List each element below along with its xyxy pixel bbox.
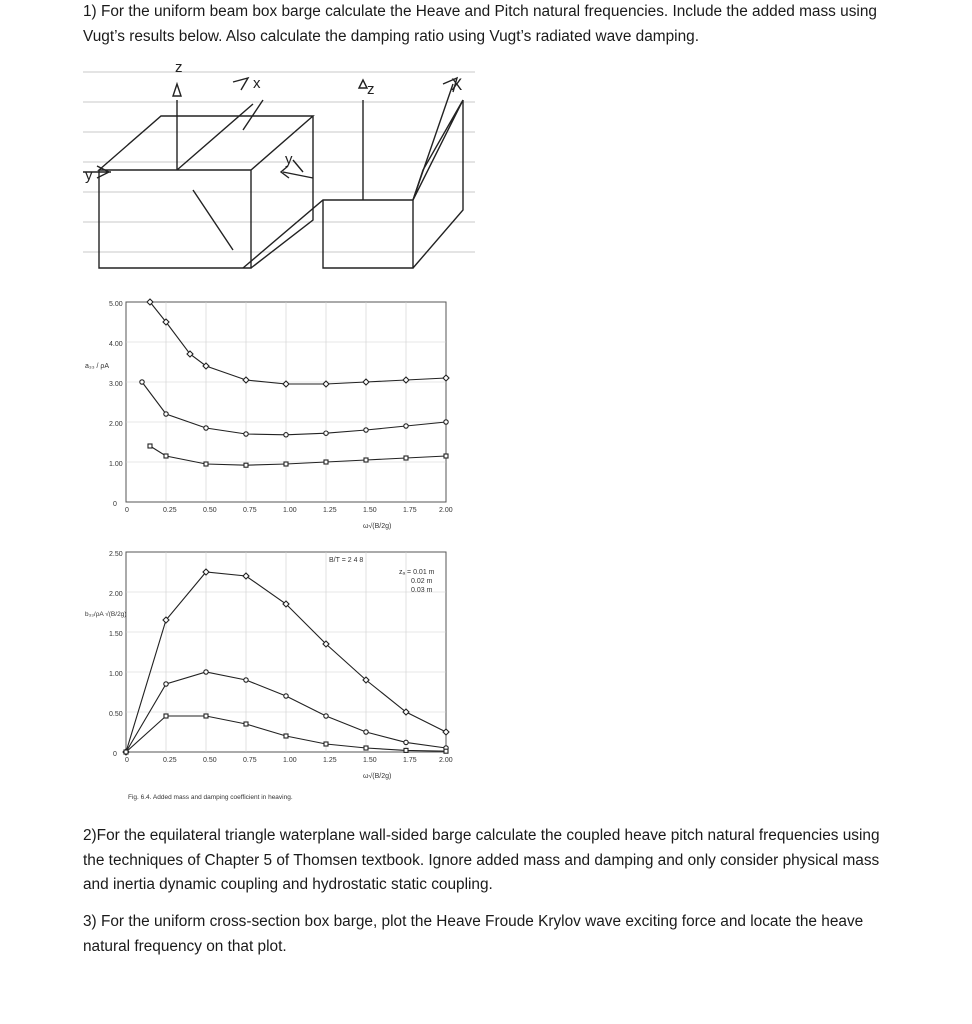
axis-label-z-left: z xyxy=(175,60,183,76)
data-point xyxy=(140,380,144,384)
data-point xyxy=(324,460,328,464)
data-point xyxy=(324,742,328,746)
series-line-b-t-4 xyxy=(142,382,446,435)
bottom-ytick-1: 0.50 xyxy=(109,711,123,718)
top-xtick-7: 1.75 xyxy=(403,507,417,514)
data-point xyxy=(284,433,288,437)
bottom-ylabel: b₃₃/ρA √(B/2g) xyxy=(85,611,127,618)
data-point xyxy=(124,750,128,754)
data-point xyxy=(164,682,168,686)
data-point xyxy=(148,444,152,448)
data-point xyxy=(364,428,368,432)
question-1: 1) For the uniform beam box barge calculate the Heave and Pitch natural frequencies. Include the added mass using Vugt’s results below. Also calculate the damping ratio using Vugt’s radiated wave damping. xyxy=(83,3,877,45)
bottom-xtick-3: 0.75 xyxy=(243,757,257,764)
top-xtick-3: 0.75 xyxy=(243,507,257,514)
data-point xyxy=(404,748,408,752)
top-xtick-1: 0.25 xyxy=(163,507,177,514)
data-point xyxy=(324,714,328,718)
data-point xyxy=(204,714,208,718)
data-point xyxy=(364,458,368,462)
data-point xyxy=(244,463,248,467)
data-point xyxy=(364,746,368,750)
figure-caption: Fig. 6.4. Added mass and damping coefficient in heaving. xyxy=(128,794,293,801)
top-ytick-0: 0 xyxy=(113,501,117,508)
bottom-xtick-8: 2.00 xyxy=(439,757,453,764)
top-xtick-4: 1.00 xyxy=(283,507,297,514)
bottom-ytick-2: 1.00 xyxy=(109,671,123,678)
data-point xyxy=(363,379,369,385)
top-ytick-3: 3.00 xyxy=(109,381,123,388)
top-ytick-1: 1.00 xyxy=(109,461,123,468)
bottom-xtick-5: 1.25 xyxy=(323,757,337,764)
data-point xyxy=(164,412,168,416)
data-point xyxy=(443,729,449,735)
top-xtick-5: 1.25 xyxy=(323,507,337,514)
data-point xyxy=(164,714,168,718)
bottom-xtick-6: 1.50 xyxy=(363,757,377,764)
data-point xyxy=(204,426,208,430)
data-point xyxy=(444,454,448,458)
data-point xyxy=(244,432,248,436)
top-ylabel: a₃₃ / ρA xyxy=(85,363,110,370)
data-point xyxy=(364,730,368,734)
bottom-ytick-0: 0 xyxy=(113,751,117,758)
data-point xyxy=(324,431,328,435)
data-point xyxy=(284,462,288,466)
data-point xyxy=(284,734,288,738)
legend-row-3: 0.03 m xyxy=(411,587,433,594)
data-point xyxy=(164,454,168,458)
data-point xyxy=(404,740,408,744)
data-point xyxy=(204,670,208,674)
vugt-figure xyxy=(83,290,473,810)
bottom-xtick-4: 1.00 xyxy=(283,757,297,764)
top-xtick-0: 0 xyxy=(125,507,129,514)
top-xtick-2: 0.50 xyxy=(203,507,217,514)
legend-row-2: 0.02 m xyxy=(411,578,433,585)
bottom-xtick-7: 1.75 xyxy=(403,757,417,764)
axis-label-y-mid: y xyxy=(285,151,293,168)
data-point xyxy=(444,749,448,753)
series-line-b-t-2 xyxy=(150,302,446,384)
right-box-outline xyxy=(243,100,463,268)
bottom-xtick-2: 0.50 xyxy=(203,757,217,764)
question-3: 3) For the uniform cross-section box barge, plot the Heave Froude Krylov wave exciting force and locate the heave natural frequency on that plot. xyxy=(83,913,864,955)
data-point xyxy=(443,375,449,381)
top-xlabel: ω√(B/2g) xyxy=(363,523,392,530)
data-point xyxy=(284,694,288,698)
bottom-xlabel: ω√(B/2g) xyxy=(363,773,392,780)
data-point xyxy=(204,462,208,466)
legend-header: B/T = 2 4 8 xyxy=(329,557,364,564)
data-point xyxy=(244,722,248,726)
bottom-xtick-1: 0.25 xyxy=(163,757,177,764)
bottom-ytick-5: 2.50 xyxy=(109,551,123,558)
question-2: 2)For the equilateral triangle waterplane wall-sided barge calculate the coupled heave pitch natural frequencies using the techniques of Chapter 5 of Thomsen textbook. Ignore added mass and damping and only consider physical mass and inertia dynamic coupling and hydrostatic static coupling. xyxy=(83,827,880,893)
data-point xyxy=(404,424,408,428)
axis-label-z-right: z xyxy=(367,81,375,98)
bottom-ytick-4: 2.00 xyxy=(109,591,123,598)
bottom-xticks xyxy=(125,757,453,764)
top-xtick-6: 1.50 xyxy=(363,507,377,514)
top-xtick-8: 2.00 xyxy=(439,507,453,514)
data-point xyxy=(444,420,448,424)
axis-label-x-right: X xyxy=(451,75,463,94)
bottom-ytick-3: 1.50 xyxy=(109,631,123,638)
series-line-b-t-8 xyxy=(150,446,446,465)
axis-label-y-left: y xyxy=(85,167,93,184)
bottom-xtick-0: 0 xyxy=(125,757,129,764)
axis-label-x-left: x xyxy=(253,75,261,92)
top-ytick-5: 5.00 xyxy=(109,301,123,308)
barge-sketch xyxy=(83,60,475,275)
data-point xyxy=(244,678,248,682)
top-xticks xyxy=(125,507,453,514)
legend-row-1: zₐ = 0.01 m xyxy=(399,569,435,576)
top-ytick-2: 2.00 xyxy=(109,421,123,428)
top-ytick-4: 4.00 xyxy=(109,341,123,348)
data-point xyxy=(404,456,408,460)
